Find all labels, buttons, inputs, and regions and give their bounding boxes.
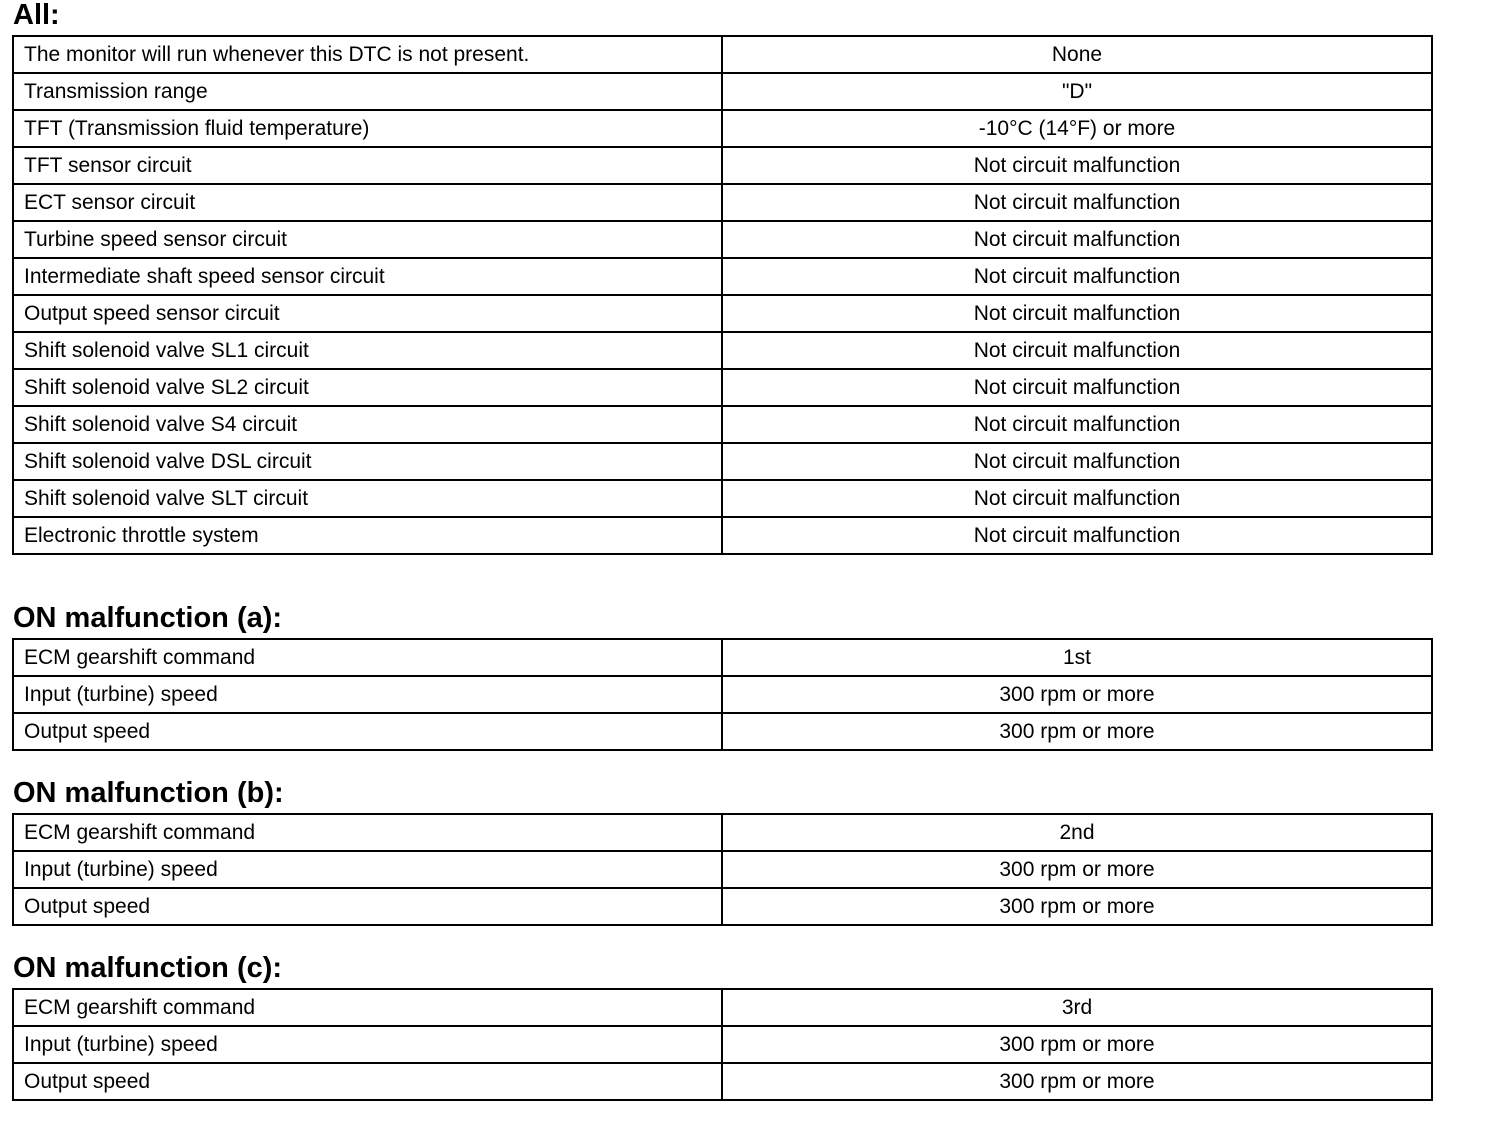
table-row <box>13 480 1432 517</box>
condition-value: -10°C (14°F) or more <box>722 110 1432 147</box>
condition-value: 300 rpm or more <box>722 1063 1432 1100</box>
table-row <box>13 1026 1432 1063</box>
condition-label: ECT sensor circuit <box>13 184 722 221</box>
table-row <box>13 221 1432 258</box>
table-row <box>13 332 1432 369</box>
condition-label: Output speed sensor circuit <box>13 295 722 332</box>
table-row <box>13 888 1432 925</box>
condition-value: Not circuit malfunction <box>722 517 1432 554</box>
table-row <box>13 851 1432 888</box>
condition-value: 1st <box>722 639 1432 676</box>
table-row <box>13 295 1432 332</box>
conditions-table <box>12 638 1433 751</box>
table-row <box>13 814 1432 851</box>
condition-value: 300 rpm or more <box>722 1026 1432 1063</box>
condition-label: Shift solenoid valve DSL circuit <box>13 443 722 480</box>
condition-value: Not circuit malfunction <box>722 147 1432 184</box>
section-title: ON malfunction (a): <box>13 602 283 634</box>
condition-label: Turbine speed sensor circuit <box>13 221 722 258</box>
table-row <box>13 517 1432 554</box>
table-row <box>13 110 1432 147</box>
table-row <box>13 443 1432 480</box>
table-row <box>13 369 1432 406</box>
condition-value: 3rd <box>722 989 1432 1026</box>
condition-label: Shift solenoid valve SL2 circuit <box>13 369 722 406</box>
condition-value: 2nd <box>722 814 1432 851</box>
condition-label: Output speed <box>13 1063 722 1100</box>
condition-label: ECM gearshift command <box>13 814 722 851</box>
condition-label: TFT sensor circuit <box>13 147 722 184</box>
condition-value: 300 rpm or more <box>722 713 1432 750</box>
condition-value: Not circuit malfunction <box>722 406 1432 443</box>
condition-label: ECM gearshift command <box>13 989 722 1026</box>
condition-label: Shift solenoid valve SLT circuit <box>13 480 722 517</box>
table-row <box>13 147 1432 184</box>
table-row <box>13 1063 1432 1100</box>
condition-label: TFT (Transmission fluid temperature) <box>13 110 722 147</box>
table-row <box>13 36 1432 73</box>
condition-label: Electronic throttle system <box>13 517 722 554</box>
table-row <box>13 73 1432 110</box>
section-title: All: <box>13 0 60 31</box>
condition-value: Not circuit malfunction <box>722 184 1432 221</box>
condition-label: Intermediate shaft speed sensor circuit <box>13 258 722 295</box>
condition-value: Not circuit malfunction <box>722 221 1432 258</box>
condition-label: Transmission range <box>13 73 722 110</box>
condition-value: "D" <box>722 73 1432 110</box>
table-row <box>13 406 1432 443</box>
table-row <box>13 184 1432 221</box>
table-row <box>13 676 1432 713</box>
table-row <box>13 258 1432 295</box>
table-row <box>13 639 1432 676</box>
condition-label: Output speed <box>13 888 722 925</box>
condition-label: Input (turbine) speed <box>13 1026 722 1063</box>
conditions-table <box>12 813 1433 926</box>
condition-value: None <box>722 36 1432 73</box>
condition-value: Not circuit malfunction <box>722 443 1432 480</box>
conditions-table <box>12 988 1433 1101</box>
condition-value: Not circuit malfunction <box>722 369 1432 406</box>
condition-value: 300 rpm or more <box>722 888 1432 925</box>
condition-label: The monitor will run whenever this DTC is not present. <box>13 36 722 73</box>
section-title: ON malfunction (b): <box>13 777 284 809</box>
condition-label: Input (turbine) speed <box>13 851 722 888</box>
condition-value: 300 rpm or more <box>722 851 1432 888</box>
condition-value: Not circuit malfunction <box>722 332 1432 369</box>
condition-label: Shift solenoid valve SL1 circuit <box>13 332 722 369</box>
table-row <box>13 713 1432 750</box>
conditions-table <box>12 35 1433 555</box>
table-row <box>13 989 1432 1026</box>
section-title: ON malfunction (c): <box>13 952 283 984</box>
condition-value: Not circuit malfunction <box>722 480 1432 517</box>
condition-value: Not circuit malfunction <box>722 258 1432 295</box>
condition-value: Not circuit malfunction <box>722 295 1432 332</box>
condition-value: 300 rpm or more <box>722 676 1432 713</box>
condition-label: Shift solenoid valve S4 circuit <box>13 406 722 443</box>
condition-label: Output speed <box>13 713 722 750</box>
condition-label: ECM gearshift command <box>13 639 722 676</box>
condition-label: Input (turbine) speed <box>13 676 722 713</box>
